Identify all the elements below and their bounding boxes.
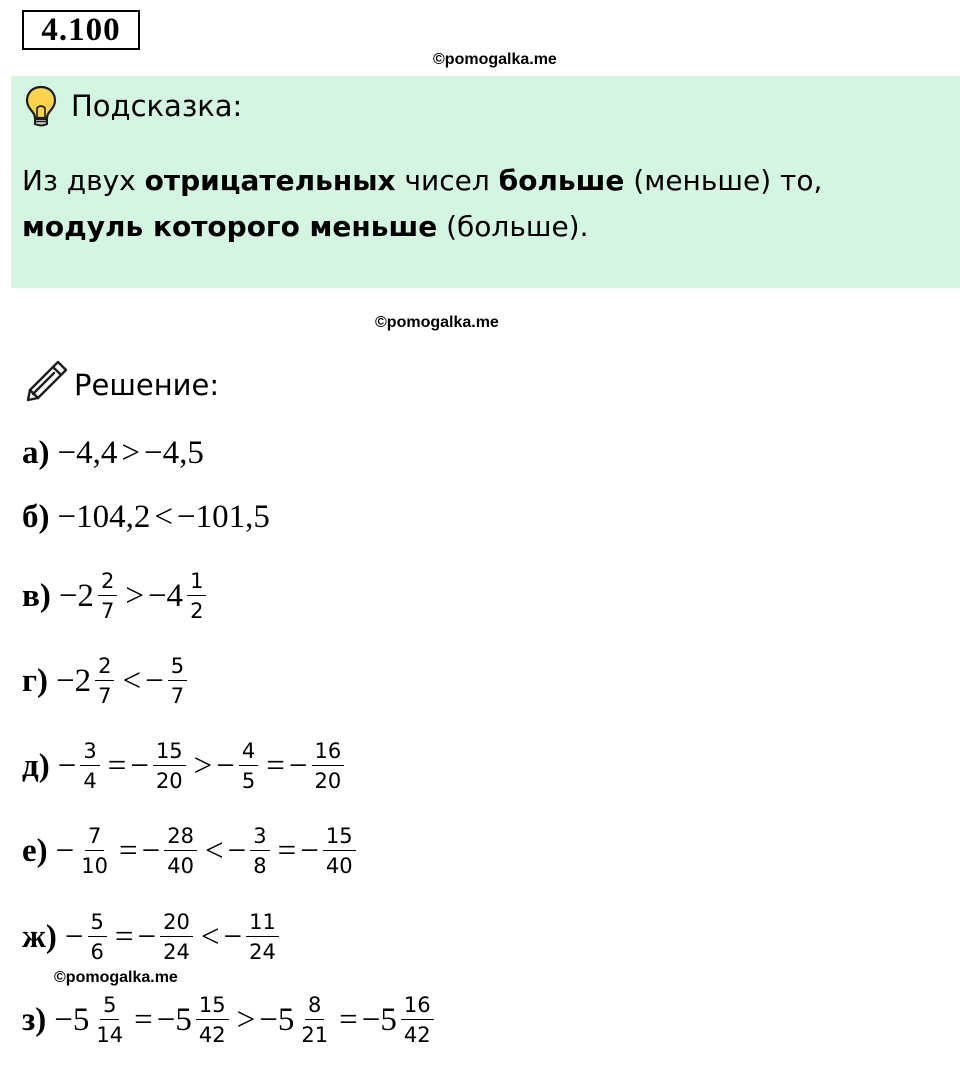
hint-text — [22, 158, 952, 250]
fraction-numerator: 11 — [246, 910, 279, 937]
fraction — [153, 739, 186, 793]
fraction — [298, 993, 331, 1047]
fraction-denominator: 7 — [170, 684, 185, 708]
fraction — [164, 824, 197, 878]
solution-item — [22, 907, 283, 967]
fraction-denominator: 20 — [155, 769, 183, 793]
math-term: − — [55, 832, 75, 869]
math-term: −4,5 — [144, 434, 204, 471]
fraction-denominator: 8 — [253, 854, 267, 878]
math-term: − — [141, 832, 161, 869]
fraction-numerator: 5 — [100, 993, 119, 1020]
fraction-numerator: 4 — [239, 739, 258, 766]
solution-item — [22, 821, 360, 881]
math-term: − — [223, 918, 243, 955]
fraction-denominator: 40 — [325, 854, 353, 878]
fraction-denominator: 42 — [403, 1023, 431, 1047]
fraction-denominator: 20 — [314, 769, 342, 793]
item-label: е) — [22, 832, 48, 869]
fraction-denominator: 24 — [163, 940, 190, 964]
fraction-numerator: 15 — [153, 739, 186, 766]
solution-item — [22, 487, 270, 547]
watermark: ©pomogalka.me — [433, 51, 557, 68]
math-term: −2 — [58, 577, 94, 614]
fraction — [98, 569, 117, 623]
fraction-denominator: 21 — [301, 1023, 329, 1047]
math-term: −5 — [54, 1001, 90, 1038]
fraction — [78, 824, 111, 878]
fraction-numerator: 16 — [312, 739, 345, 766]
math-term: −4,4 — [57, 434, 118, 471]
fraction — [88, 910, 107, 964]
fraction-denominator: 40 — [167, 854, 194, 878]
fraction-numerator: 20 — [160, 910, 193, 937]
hint-text-run: Из двух — [22, 164, 145, 197]
fraction — [246, 910, 279, 964]
relation-sign: = — [107, 747, 127, 784]
relation-sign: > — [193, 747, 213, 784]
fraction-denominator: 7 — [100, 599, 115, 623]
fraction — [168, 654, 187, 708]
fraction — [196, 993, 229, 1047]
math-term: − — [64, 918, 84, 955]
hint-emphasis: модуль которого меньше — [22, 210, 438, 243]
fraction-denominator: 7 — [98, 684, 112, 708]
fraction-numerator: 15 — [196, 993, 229, 1020]
math-term: −2 — [55, 662, 92, 699]
math-term: −4 — [147, 577, 184, 614]
fraction — [160, 910, 193, 964]
math-term: −104,2 — [57, 498, 151, 535]
fraction-numerator: 16 — [401, 993, 434, 1020]
item-label: з) — [22, 1001, 47, 1038]
relation-sign: > — [121, 434, 140, 471]
item-label: в) — [22, 577, 51, 614]
relation-sign: = — [266, 747, 285, 784]
fraction-denominator: 4 — [83, 769, 97, 793]
fraction-denominator: 14 — [96, 1023, 124, 1047]
fraction-numerator: 7 — [85, 824, 104, 851]
relation-sign: = — [119, 832, 138, 869]
solution-item — [22, 423, 204, 483]
math-term: − — [300, 832, 319, 869]
fraction-numerator: 2 — [95, 654, 114, 681]
relation-sign: = — [134, 1001, 153, 1038]
fraction — [323, 824, 356, 878]
item-label: г) — [22, 662, 48, 699]
solution-item — [22, 566, 210, 626]
item-label: а) — [22, 434, 50, 471]
fraction — [187, 569, 206, 623]
watermark: ©pomogalka.me — [54, 969, 178, 986]
hint-text-run: (больше). — [437, 210, 589, 243]
fraction-denominator: 2 — [190, 599, 204, 623]
relation-sign: > — [236, 1001, 256, 1038]
math-term: − — [288, 747, 308, 784]
relation-sign: = — [339, 1001, 358, 1038]
fraction — [93, 993, 126, 1047]
math-term: − — [57, 747, 77, 784]
relation-sign: < — [204, 832, 224, 869]
task-number: 4.100 — [22, 10, 140, 50]
fraction-numerator: 8 — [305, 993, 324, 1020]
relation-sign: = — [277, 832, 297, 869]
math-term: − — [145, 662, 164, 699]
solution-item — [22, 736, 348, 796]
hint-emphasis: больше — [498, 164, 625, 197]
hint-emphasis: отрицательных — [144, 164, 396, 197]
relation-sign: < — [154, 498, 173, 535]
fraction — [312, 739, 345, 793]
fraction-numerator: 5 — [88, 910, 107, 937]
math-term: − — [216, 747, 235, 784]
relation-sign: = — [114, 918, 134, 955]
hint-text-run: (меньше) то, — [624, 164, 823, 197]
solution-item — [22, 651, 191, 711]
fraction-numerator: 3 — [80, 739, 99, 766]
relation-sign: < — [200, 918, 220, 955]
item-label: д) — [22, 747, 50, 784]
fraction-denominator: 42 — [198, 1023, 226, 1047]
fraction-numerator: 2 — [98, 569, 117, 596]
fraction-numerator: 1 — [187, 569, 206, 596]
fraction — [95, 654, 114, 708]
fraction-denominator: 24 — [249, 940, 276, 964]
fraction — [80, 739, 99, 793]
fraction-denominator: 10 — [81, 854, 108, 878]
fraction — [250, 824, 269, 878]
math-term: −5 — [361, 1001, 397, 1038]
relation-sign: > — [125, 577, 144, 614]
fraction — [401, 993, 434, 1047]
item-label: б) — [22, 498, 50, 535]
watermark: ©pomogalka.me — [375, 314, 499, 331]
solution-title: Решение: — [74, 368, 220, 402]
hint-title: Подсказка: — [71, 89, 243, 123]
fraction-numerator: 5 — [168, 654, 187, 681]
solution-item — [22, 990, 438, 1050]
math-term: − — [137, 918, 157, 955]
math-term: −101,5 — [177, 498, 270, 535]
math-term: − — [227, 832, 247, 869]
relation-sign: < — [122, 662, 142, 699]
fraction — [239, 739, 258, 793]
hint-text-run: чисел — [395, 164, 499, 197]
fraction-numerator: 15 — [323, 824, 356, 851]
fraction-denominator: 5 — [241, 769, 256, 793]
fraction-denominator: 6 — [90, 940, 104, 964]
math-term: − — [130, 747, 149, 784]
math-term: −5 — [259, 1001, 295, 1038]
fraction-numerator: 28 — [164, 824, 197, 851]
item-label: ж) — [22, 918, 57, 955]
pencil-icon — [24, 358, 70, 404]
lightbulb-icon — [24, 84, 58, 128]
math-term: −5 — [156, 1001, 192, 1038]
fraction-numerator: 3 — [250, 824, 269, 851]
